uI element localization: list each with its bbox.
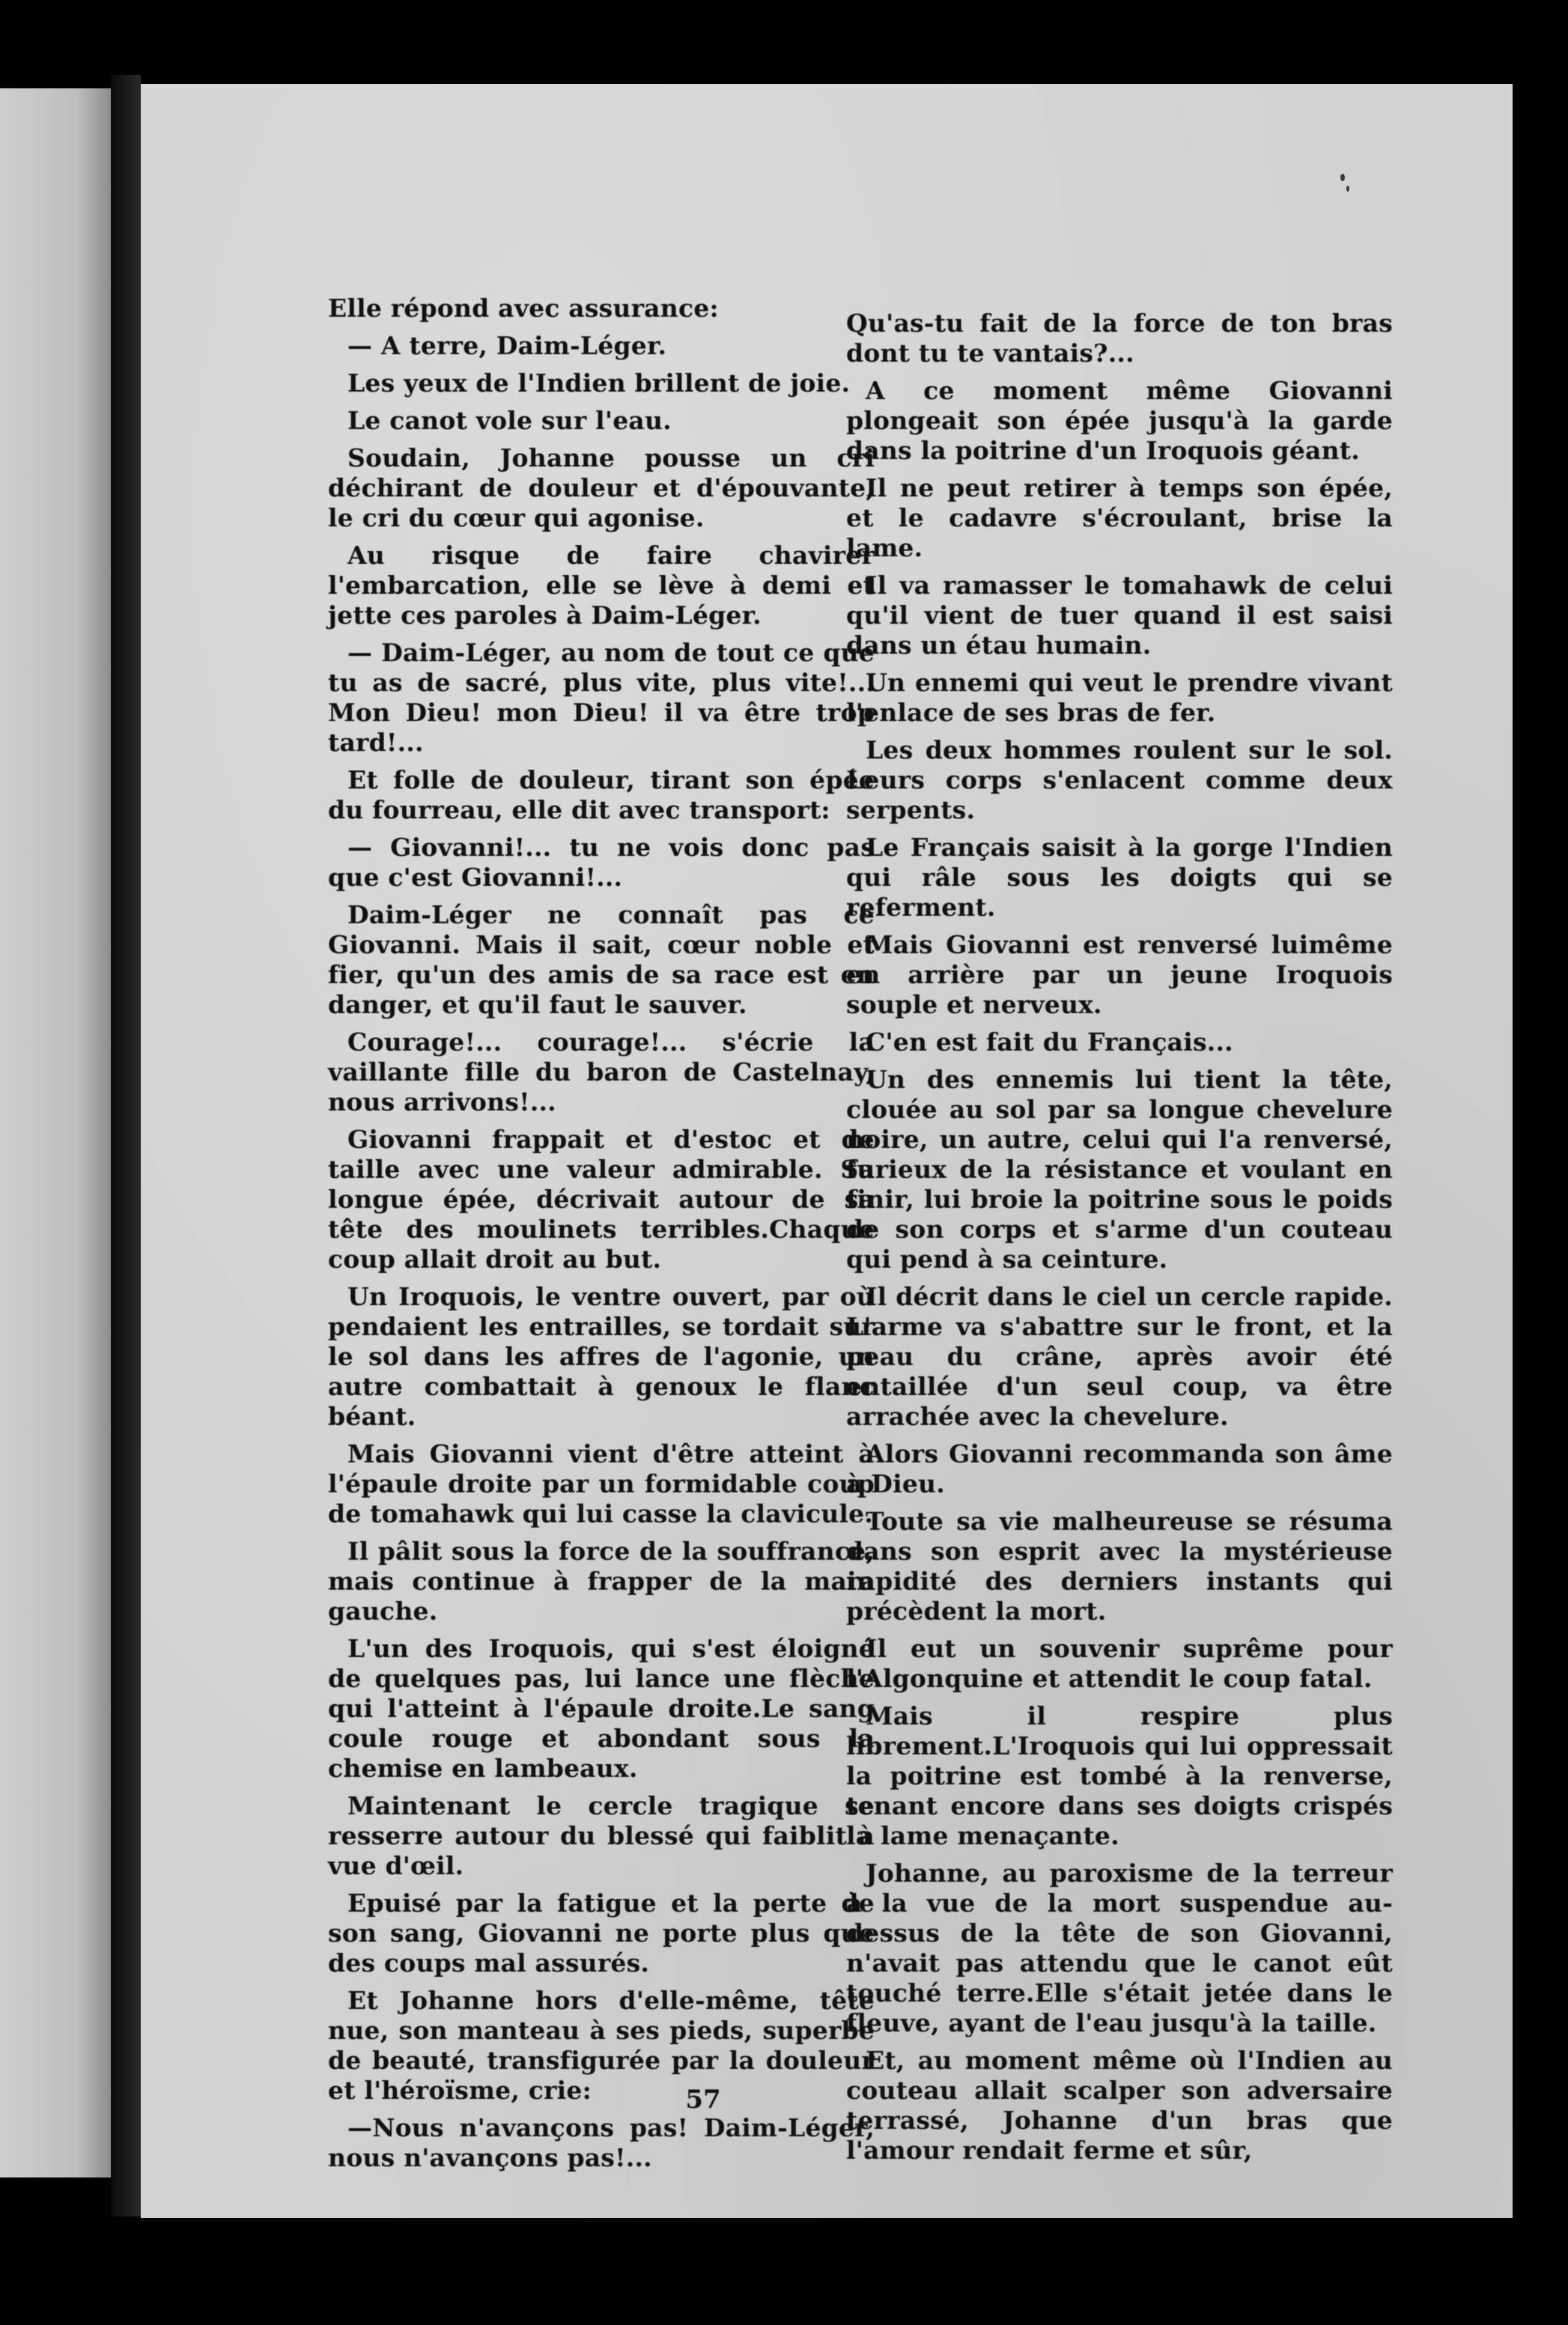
ink-speck: [1346, 186, 1349, 192]
book-page: [141, 84, 1513, 2218]
right-column-paragraph: Un ennemi qui veut le prendre vivant l'enlace de ses bras de fer.: [846, 668, 1393, 727]
right-column-paragraph: Johanne, au paroxisme de la terreur à la vue de la mort suspendue au-dessus de la tête de son Giovanni, n'avait pas attendu que le canot eût touché terre.Elle s'était jetée dans le fleuve, ayant de l'eau jusqu'à la taille.: [846, 1859, 1393, 2037]
left-column-paragraph: Elle répond avec assurance:: [328, 294, 719, 323]
left-column-paragraph: —Nous n'avançons pas! Daim-Léger, nous n'avançons pas!...: [328, 2113, 875, 2172]
left-column-paragraph: Mais Giovanni vient d'être atteint à l'épaule droite par un formidable coup de tomahawk qui lui casse la clavicule.: [328, 1439, 875, 1528]
left-column-paragraph: Et Johanne hors d'elle-même, tête nue, son manteau à ses pieds, superbe de beauté, transfigurée par la douleur et l'héroïsme, crie:: [328, 1986, 875, 2105]
left-column-paragraph: Et folle de douleur, tirant son épée du fourreau, elle dit avec transport:: [328, 765, 875, 824]
left-column-paragraph: — A terre, Daim-Léger.: [347, 331, 667, 360]
ink-speck: [1340, 174, 1345, 181]
right-column-paragraph: Et, au moment même où l'Indien au couteau allait scalper son adversaire terrassé, Johanne d'un bras que l'amour rendait ferme et sûr,: [846, 2046, 1393, 2165]
right-column-paragraph: Mais Giovanni est renversé luimême en arrière par un jeune Iroquois souple et nerveux.: [846, 930, 1393, 1019]
left-column-paragraph: Epuisé par la fatigue et la perte de son sang, Giovanni ne porte plus que des coups mal assurés.: [328, 1888, 875, 1978]
left-column-paragraph: Courage!... courage!... s'écrie la vaillante fille du baron de Castelnay, nous arrivons!...: [328, 1027, 875, 1116]
right-column-paragraph: Il décrit dans le ciel un cercle rapide. L'arme va s'abattre sur le front, et la peau du crâne, après avoir été entaillée d'un seul coup, va être arrachée avec la chevelure.: [846, 1282, 1393, 1431]
left-text-column: [328, 294, 875, 2180]
right-column-paragraph: Toute sa vie malheureuse se résuma dans son esprit avec la mystérieuse rapidité des derniers instants qui précèdent la mort.: [846, 1507, 1393, 1626]
left-column-paragraph: L'un des Iroquois, qui s'est éloigné de quelques pas, lui lance une flèche qui l'atteint à l'épaule droite.Le sang coule rouge et abondant sous la chemise en lambeaux.: [328, 1634, 875, 1783]
right-column-paragraph: Il va ramasser le tomahawk de celui qu'il vient de tuer quand il est saisi dans un étau humain.: [846, 571, 1393, 660]
previous-page-edge: [0, 88, 111, 2177]
left-column-paragraph: Soudain, Johanne pousse un cri déchirant de douleur et d'épouvante, le cri du cœur qui agonise.: [328, 443, 875, 532]
right-column-paragraph: Mais il respire plus librement.L'Iroquois qui lui oppressait la poitrine est tombé à la renverse, tenant encore dans ses doigts crispés la lame menaçante.: [846, 1701, 1393, 1850]
right-column-paragraph: Un des ennemis lui tient la tête, clouée au sol par sa longue chevelure noire, un autre, celui qui l'a renversé, furieux de la résistance et voulant en finir, lui broie la poitrine sous le poids de son corps et s'arme d'un couteau qui pend à sa ceinture.: [846, 1065, 1393, 1274]
left-column-paragraph: Maintenant le cercle tragique se resserre autour du blessé qui faiblit à vue d'œil.: [328, 1791, 875, 1880]
right-column-paragraph: Les deux hommes roulent sur le sol. Leurs corps s'enlacent comme deux serpents.: [846, 735, 1393, 824]
left-column-paragraph: Le canot vole sur l'eau.: [347, 406, 672, 435]
page-number: 57: [685, 2085, 721, 2115]
right-column-paragraph: C'en est fait du Français...: [866, 1027, 1233, 1057]
left-column-paragraph: Daim-Léger ne connaît pas ce Giovanni. Mais il sait, cœur noble et fier, qu'un des amis de sa race est en danger, et qu'il faut le sauver.: [328, 900, 875, 1019]
left-column-paragraph: Les yeux de l'Indien brillent de joie.: [347, 368, 851, 398]
left-column-paragraph: Un Iroquois, le ventre ouvert, par où pendaient les entrailles, se tordait sur le sol dans les affres de l'agonie, un autre combattait à genoux le flanc béant.: [328, 1282, 875, 1431]
left-column-paragraph: Au risque de faire chavirer l'embarcation, elle se lève à demi et jette ces paroles à Daim-Léger.: [328, 541, 875, 630]
right-column-paragraph: Le Français saisit à la gorge l'Indien qui râle sous les doigts qui se referment.: [846, 833, 1393, 922]
left-column-paragraph: Il pâlit sous la force de la souffrance, mais continue à frapper de la main gauche.: [328, 1537, 875, 1626]
right-text-column: [846, 309, 1393, 2173]
right-column-paragraph: Il ne peut retirer à temps son épée, et le cadavre s'écroulant, brise la lame.: [846, 473, 1393, 562]
right-column-paragraph: A ce moment même Giovanni plongeait son épée jusqu'à la garde dans la poitrine d'un Iroquois géant.: [846, 376, 1393, 465]
left-column-paragraph: Giovanni frappait et d'estoc et de taille avec une valeur admirable. Sa longue épée, décrivait autour de sa tête des moulinets terribles.Chaque coup allait droit au but.: [328, 1125, 875, 1274]
left-column-paragraph: — Giovanni!... tu ne vois donc pas que c'est Giovanni!...: [328, 833, 875, 892]
right-column-paragraph: Il eut un souvenir suprême pour l'Algonquine et attendit le coup fatal.: [846, 1634, 1393, 1693]
right-column-paragraph: Qu'as-tu fait de la force de ton bras dont tu te vantais?...: [846, 309, 1393, 368]
right-column-paragraph: Alors Giovanni recommanda son âme à Dieu.: [846, 1439, 1393, 1498]
page-gutter-shadow: [111, 75, 141, 2216]
left-column-paragraph: — Daim-Léger, au nom de tout ce que tu as de sacré, plus vite, plus vite!... Mon Dieu! mon Dieu! il va être trop tard!...: [328, 638, 875, 757]
